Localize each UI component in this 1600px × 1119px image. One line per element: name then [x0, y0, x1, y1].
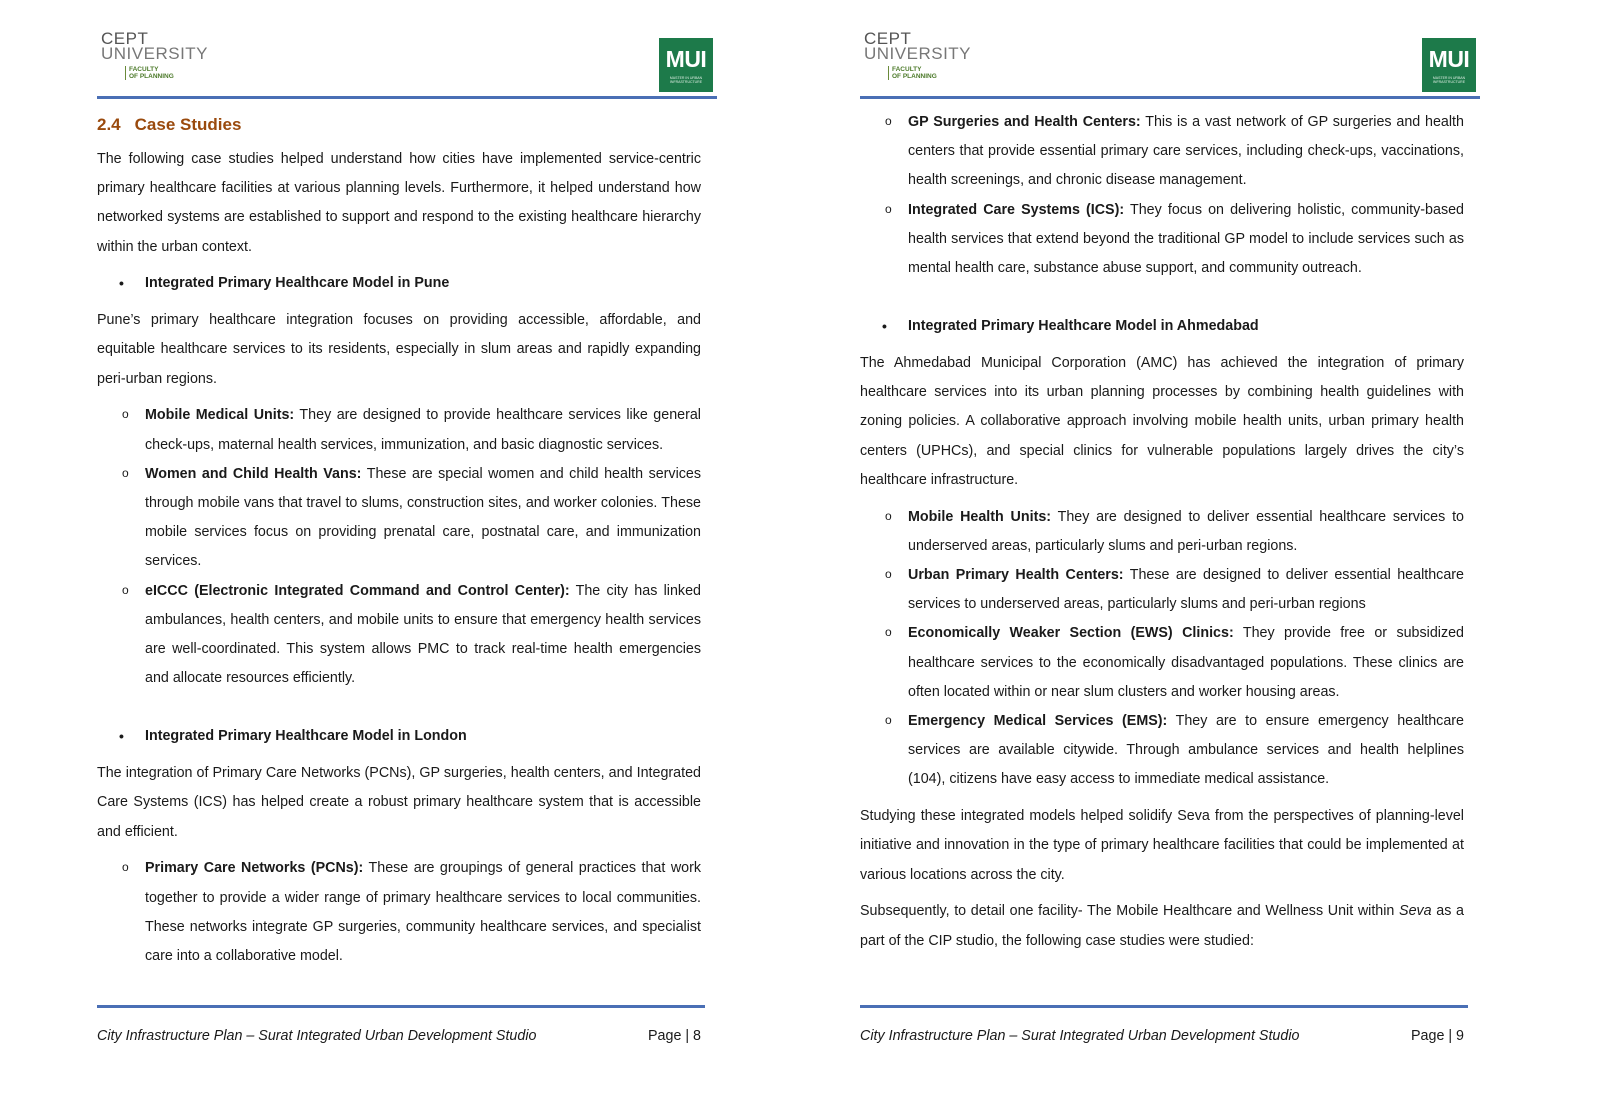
list-item: o GP Surgeries and Health Centers: This is a vast network of GP surgeries and health centers that provide essential primary care services, including check-ups, vaccinations, health screenings, and chronic disease management. — [860, 108, 1464, 196]
page-footer — [860, 1028, 1464, 1044]
pune-heading: • Integrated Primary Healthcare Model in Pune — [97, 269, 701, 298]
list-item: o eICCC (Electronic Integrated Command and Control Center): The city has linked ambulances, health centers, and mobile units to ensure that emergency health services are well-coordinated. This system allows PMC to track real-time health emergencies and allocate resources efficiently. — [97, 577, 701, 694]
london-paragraph: The integration of Primary Care Networks (PCNs), GP surgeries, health centers, and Integrated Care Systems (ICS) has helped create a robust primary healthcare system that is accessible and efficient. — [97, 765, 701, 840]
ahmedabad-heading: • Integrated Primary Healthcare Model in Ahmedabad — [860, 312, 1464, 341]
page-footer — [97, 1028, 701, 1044]
london-heading: • Integrated Primary Healthcare Model in London — [97, 722, 701, 751]
cept-university-logo: CEPT UNIVERSITY FACULTY OF PLANNING — [101, 29, 209, 80]
page-number: Page | 8 — [648, 1028, 701, 1044]
mui-logo: MUI MASTER IN URBAN INFRASTRUCTURE — [659, 38, 713, 92]
intro-paragraph: The following case studies helped understand how cities have implemented service-centric primary healthcare facilities at various planning levels. Furthermore, it helped understand how networked systems are established to support and respond to the existing healthcare hierarchy within the urban context. — [97, 151, 701, 255]
list-item: o Integrated Care Systems (ICS): They focus on delivering holistic, community-based health services that extend beyond the traditional GP model to include services such as mental health care, substance abuse support, and community outreach. — [860, 196, 1464, 284]
footer-title: City Infrastructure Plan – Surat Integrated Urban Development Studio — [97, 1028, 537, 1044]
page-body — [860, 96, 1464, 963]
page-number: Page | 9 — [1411, 1028, 1464, 1044]
summary-paragraph: Studying these integrated models helped solidify Seva from the perspectives of planning-level initiative and innovation in the type of primary healthcare facilities that could be implemented at various locations across the city. — [860, 808, 1464, 883]
footer-title: City Infrastructure Plan – Surat Integrated Urban Development Studio — [860, 1028, 1300, 1044]
list-item: o Women and Child Health Vans: These are special women and child health services through mobile vans that travel to slums, construction sites, and worker colonies. These mobile services focus on providing prenatal care, postnatal care, and immunization services. — [97, 460, 701, 577]
list-item: o Economically Weaker Section (EWS) Clinics: They provide free or subsidized healthcare services to the economically disadvantaged populations. These clinics are often located within or near slum clusters and worker housing areas. — [860, 619, 1464, 707]
page-body — [97, 96, 701, 971]
list-item: o Mobile Medical Units: They are designed to provide healthcare services like general check-ups, maternal health services, immunization, and basic diagnostic services. — [97, 401, 701, 459]
list-item: o Emergency Medical Services (EMS): They are to ensure emergency healthcare services are available citywide. Through ambulance services and health helplines (104), citizens have easy access to immediate medical assistance. — [860, 707, 1464, 795]
page-9 — [860, 0, 1480, 1119]
mui-logo: MUI MASTER IN URBAN INFRASTRUCTURE — [1422, 38, 1476, 92]
footer-divider — [97, 1005, 705, 1008]
ahmedabad-paragraph: The Ahmedabad Municipal Corporation (AMC) has achieved the integration of primary healthcare services into its urban planning processes by combining health guidelines with zoning policies. A collaborative approach involving mobile health units, urban primary health centers (UPHCs), and special clinics for vulnerable populations largely drives the city’s healthcare infrastructure. — [860, 355, 1464, 488]
footer-divider — [860, 1005, 1468, 1008]
pune-paragraph: Pune’s primary healthcare integration focuses on providing accessible, affordable, and equitable healthcare services to its residents, especially in slum areas and rapidly expanding peri-urban regions. — [97, 312, 701, 387]
list-item: o Mobile Health Units: They are designed to deliver essential healthcare services to underserved areas, particularly slums and peri-urban regions. — [860, 503, 1464, 561]
page-8 — [97, 0, 717, 1119]
page-header — [860, 0, 1480, 99]
page-header — [97, 0, 717, 99]
closing-paragraph: Subsequently, to detail one facility- The Mobile Healthcare and Wellness Unit within Seva as a part of the CIP studio, the following case studies were studied: — [860, 903, 1464, 949]
section-heading: 2.4 Case Studies — [97, 115, 242, 134]
list-item: o Urban Primary Health Centers: These are designed to deliver essential healthcare services to underserved areas, particularly slums and peri-urban regions — [860, 561, 1464, 619]
list-item: o Primary Care Networks (PCNs): These are groupings of general practices that work together to provide a wider range of primary healthcare services to local communities. These networks integrate GP surgeries, community healthcare services, and specialist care into a collaborative model. — [97, 854, 701, 971]
cept-university-logo: CEPT UNIVERSITY FACULTY OF PLANNING — [864, 29, 972, 80]
